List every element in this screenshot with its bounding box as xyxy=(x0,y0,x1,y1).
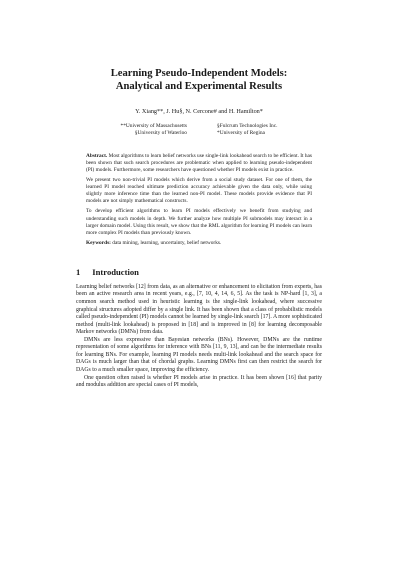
keywords: Keywords: data mining, learning, uncertainty, belief networks. xyxy=(86,239,222,246)
abstract xyxy=(86,153,312,247)
author-list: Y. Xiang**, J. Hu§, N. Cercone# and H. Hamilton* xyxy=(135,108,263,115)
title-line-2: Analytical and Experimental Results xyxy=(115,81,283,92)
title-line-1: Learning Pseudo-Independent Models: xyxy=(110,68,288,79)
affiliations-right xyxy=(217,123,277,138)
affiliation-item: §University of Waterloo xyxy=(134,130,187,137)
abstract-paragraph-1: Abstract. Most algorithms to learn belief networks use single-link lookahead search to be efficient. It has been shown that such search procedures are problematic when applied to learning pseudo-independent (PI) models. Furthermore, some researchers have questioned whether PI models exist in practice. xyxy=(86,152,312,173)
body-paragraph-3: One question often raised is whether PI models arise in practice. It has been shown [16] that parity and modulus addition are special cases of PI models, xyxy=(76,374,322,389)
paper-page xyxy=(0,67,400,585)
affiliations-left xyxy=(121,123,187,138)
abstract-paragraph-2: We present two non-trivial PI models which derive from a social study dataset. For one of them, the learned PI model reached ultimate prediction accuracy achievable given the data only, while using slightly more inference time than the learned non-PI model. These models provide evidence that PI models are not simply mathematical constructs. xyxy=(86,177,312,205)
affiliation-item: *University of Regina xyxy=(217,130,265,137)
abstract-label: Abstract. xyxy=(86,152,108,159)
body-paragraph-1: Learning belief networks [12] from data, as an alternative or enhancement to elicitation from experts, has been an active research area in recent years, e.g., [7, 10, 4, 14, 6, 5]. As the task is NP-hard [1, 3], a common search method used in heuristic learning is the single-link lookahead, where successive graphical structures adopted differ by a single link. It has been shown that a class of probabilistic models called pseudo-independent (PI) models cannot be learned by single-link search [17]. A more sophisticated method (multi-link lookahead) is proposed in [18] and is improved in [8] for learning decomposable Markov networks (DMNs) from data. xyxy=(76,283,322,336)
affiliation-item: **University of Massachusetts xyxy=(120,123,187,129)
body-paragraph-2: DMNs are less expressive than Bayesian networks (BNs). However, DMNs are the runtime representation of some algorithms for inference with BNs [11, 9, 13], and can be the intermediate results for learning BNs. For example, learning PI models needs multi-link lookahead and the search space for DAGs is much larger than that of chordal graphs. Learning DMNs first can then restrict the search for DAGs to a much smaller space, improving the efficiency. xyxy=(76,336,322,373)
section-number: 1 xyxy=(76,266,81,277)
section-body xyxy=(76,284,322,390)
section-heading xyxy=(76,267,322,278)
keywords-label: Keywords: xyxy=(86,239,111,246)
affiliation-item: §Fulcrum Technologies Inc. xyxy=(217,123,278,129)
paper-title xyxy=(76,67,322,93)
affiliations xyxy=(76,123,322,138)
abstract-paragraph-3: To develop efficient algorithms to learn PI models effectively we benefit from studying and understanding such models in depth. We further analyze how multiple PI submodels may interact in a larger domain model. Using this result, we show that the RML algorithm for learning PI models can learn more complex PI models than previously known. xyxy=(86,208,312,236)
section-title: Introduction xyxy=(92,266,139,277)
